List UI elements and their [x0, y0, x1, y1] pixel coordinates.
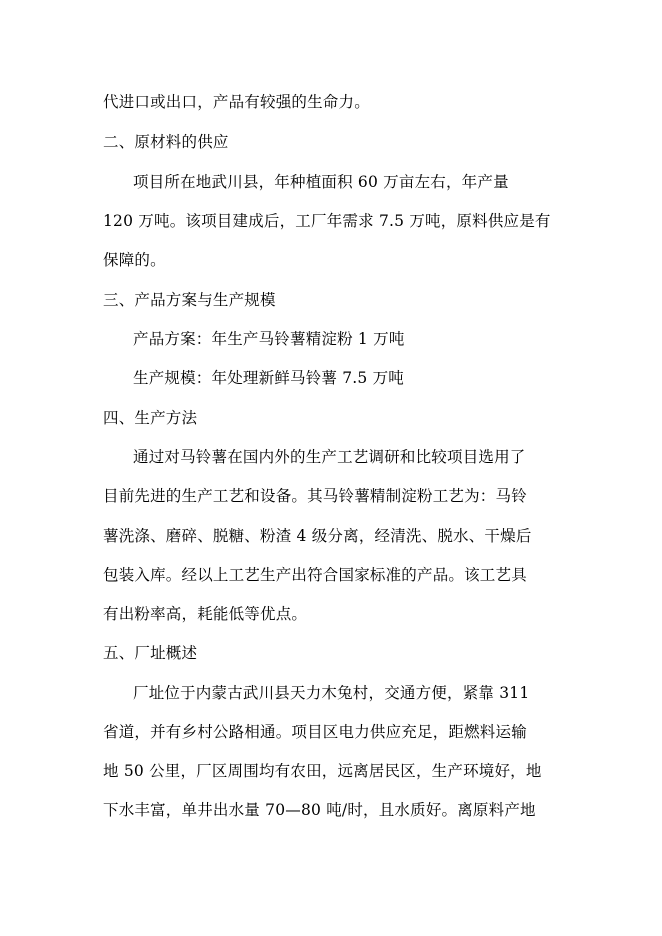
paragraph-line: 下水丰富，单井出水量 70—80 吨/时，且水质好。离原料产地 [103, 801, 536, 819]
paragraph-line: 代进口或出口，产品有较强的生命力。 [103, 93, 370, 111]
paragraph-line: 省道，并有乡村公路相通。项目区电力供应充足，距燃料运输 [103, 723, 527, 741]
paragraph-line: 项目所在地武川县，年种植面积 60 万亩左右，年产量 [133, 173, 509, 191]
paragraph-line: 120 万吨。该项目建成后，工厂年需求 7.5 万吨，原料供应是有 [103, 212, 551, 230]
paragraph-line: 包装入库。经以上工艺生产出符合国家标准的产品。该工艺具 [103, 566, 527, 584]
paragraph-line: 产品方案：年生产马铃薯精淀粉 1 万吨 [133, 330, 405, 348]
paragraph-line: 保障的。 [103, 251, 166, 269]
paragraph-line: 通过对马铃薯在国内外的生产工艺调研和比较项目选用了 [133, 448, 526, 466]
section-heading-production-method: 四、生产方法 [103, 409, 198, 427]
paragraph-line: 有出粉率高，耗能低等优点。 [103, 605, 308, 623]
paragraph-line: 生产规模：年处理新鲜马铃薯 7.5 万吨 [133, 369, 405, 387]
paragraph-line: 地 50 公里，厂区周围均有农田，远离居民区，生产环境好，地 [103, 762, 542, 780]
section-heading-raw-materials: 二、原材料的供应 [103, 133, 229, 151]
section-heading-product-plan: 三、产品方案与生产规模 [103, 291, 276, 309]
paragraph-line: 目前先进的生产工艺和设备。其马铃薯精制淀粉工艺为：马铃 [103, 487, 527, 505]
paragraph-line: 厂址位于内蒙古武川县天力木兔村，交通方便，紧靠 311 [133, 684, 530, 702]
section-heading-site-overview: 五、厂址概述 [103, 644, 198, 662]
paragraph-line: 薯洗涤、磨碎、脱糖、粉渣 4 级分离，经清洗、脱水、干燥后 [103, 527, 532, 545]
